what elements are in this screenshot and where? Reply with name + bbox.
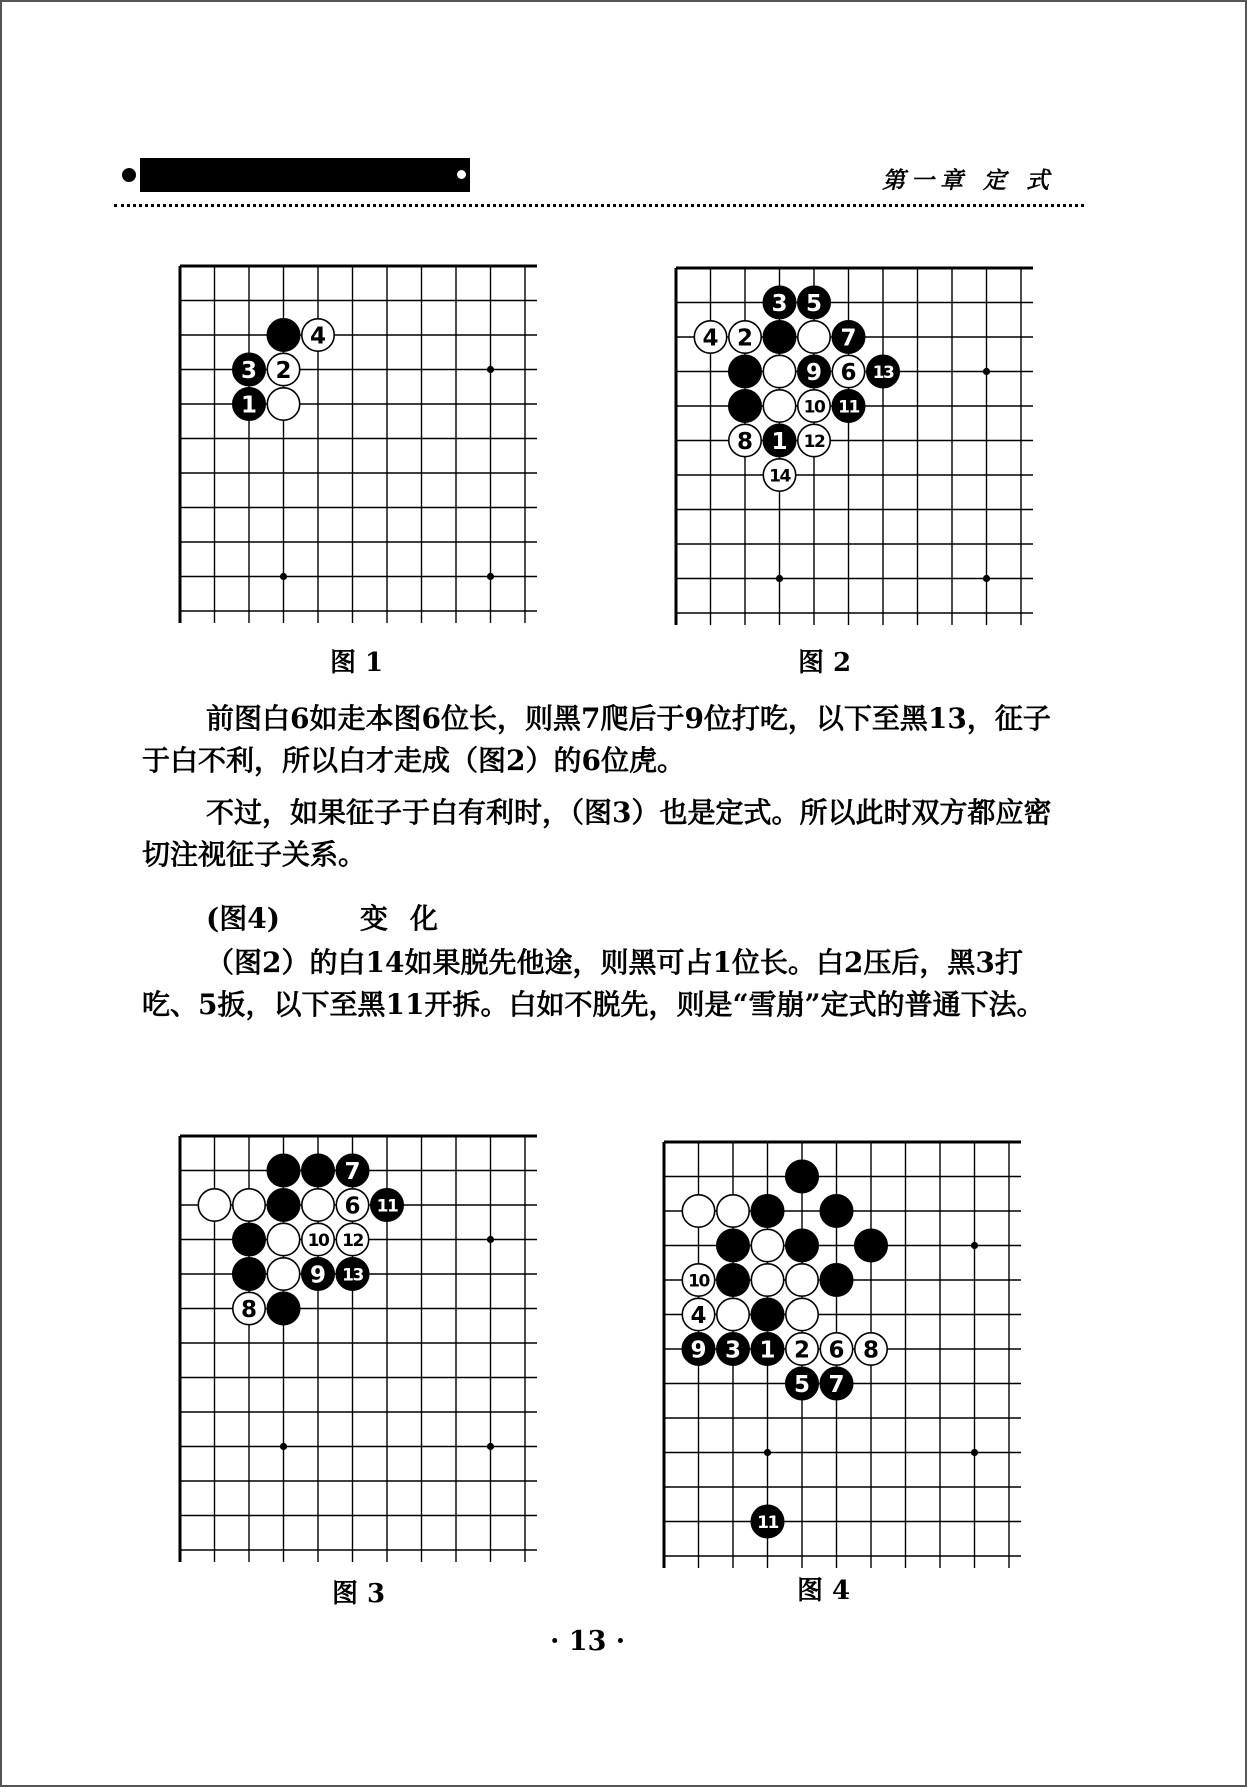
black-stone — [786, 1160, 818, 1192]
black-stone — [798, 355, 830, 387]
white-stone — [820, 1333, 852, 1365]
stone-move-number: 6 — [344, 1193, 361, 1220]
black-stone — [751, 1298, 783, 1330]
white-stone — [267, 1223, 299, 1255]
black-stone — [832, 390, 864, 422]
caption-fig3 — [332, 1573, 385, 1610]
black-stone — [233, 1258, 265, 1290]
white-stone — [682, 1195, 714, 1227]
stone-move-number: 3 — [771, 291, 788, 317]
black-stone — [763, 424, 795, 456]
stone-move-number: 14 — [769, 466, 790, 487]
white-stone — [717, 1298, 749, 1330]
stone-move-number: 8 — [736, 429, 754, 455]
black-stone — [751, 1505, 783, 1537]
black-stone — [786, 1367, 818, 1399]
stone-move-number: 1 — [240, 392, 258, 419]
stone-move-number: 8 — [240, 1297, 258, 1323]
stone-move-number: 9 — [805, 360, 823, 386]
white-stone — [336, 1223, 368, 1255]
black-stone — [751, 1333, 783, 1365]
stone-move-number: 2 — [275, 358, 292, 384]
white-stone — [267, 353, 299, 385]
black-stone — [267, 1189, 299, 1221]
black-stone — [717, 1229, 749, 1261]
stone-move-number: 6 — [840, 360, 857, 386]
white-stone — [302, 1189, 334, 1221]
go-board-svg — [178, 264, 543, 631]
stone-move-number: 10 — [688, 1271, 709, 1292]
white-stone — [267, 1258, 299, 1290]
header-circle-icon — [455, 168, 468, 181]
stone-move-number: 2 — [793, 1337, 811, 1364]
black-stone — [729, 390, 761, 422]
stone-move-number: 7 — [344, 1159, 361, 1185]
white-stone — [751, 1229, 783, 1261]
paragraph-1: 前图白6如走本图6位长，则黑7爬后于9位打吃，以下至黑13，征子于白不利，所以白才走成（图2）的6位虎。 — [142, 702, 1051, 777]
star-point — [487, 1443, 494, 1450]
star-point — [983, 368, 990, 375]
star-point — [280, 1443, 287, 1450]
stone-move-number: 5 — [805, 291, 823, 317]
white-stone — [751, 1264, 783, 1296]
white-stone — [233, 1292, 265, 1324]
black-stone — [855, 1229, 887, 1261]
black-stone — [267, 1292, 299, 1324]
caption-fig4 — [797, 1570, 850, 1607]
black-stone — [717, 1333, 749, 1365]
stone-move-number: 4 — [309, 323, 327, 350]
black-stone — [233, 353, 265, 385]
stone-move-number: 7 — [828, 1372, 845, 1398]
black-stone — [267, 1154, 299, 1186]
black-stone — [763, 286, 795, 318]
white-stone — [336, 1189, 368, 1221]
go-diagram-fig3 — [178, 1134, 543, 1570]
white-stone — [798, 321, 830, 353]
stone-move-number: 10 — [307, 1231, 329, 1251]
go-diagram-fig4 — [662, 1140, 1027, 1576]
caption-text: 图 1 — [330, 648, 384, 678]
stone-move-number: 4 — [702, 325, 719, 352]
black-stone — [717, 1264, 749, 1296]
white-stone — [832, 355, 864, 387]
paragraph-2: 不过，如果征子于白有利时，（图3）也是定式。所以此时双方都应密切注视征子关系。 — [142, 796, 1052, 871]
black-stone — [302, 1154, 334, 1186]
star-point — [971, 1242, 978, 1249]
stone-move-number: 1 — [759, 1337, 776, 1364]
star-point — [487, 1236, 494, 1243]
stone-move-number: 7 — [840, 325, 857, 352]
stone-move-number: 3 — [240, 358, 258, 384]
black-stone — [336, 1154, 368, 1186]
white-stone — [786, 1333, 818, 1365]
black-stone — [798, 286, 830, 318]
stone-move-number: 6 — [828, 1337, 845, 1364]
section-heading — [206, 897, 460, 937]
star-point — [983, 575, 990, 582]
black-stone — [832, 321, 864, 353]
caption-text: 图 2 — [798, 648, 852, 678]
stone-move-number: 4 — [690, 1303, 707, 1329]
white-stone — [694, 321, 726, 353]
white-stone — [786, 1298, 818, 1330]
stone-move-number: 5 — [793, 1372, 811, 1398]
black-stone — [867, 355, 899, 387]
white-stone — [729, 321, 761, 353]
white-stone — [267, 388, 299, 420]
black-stone — [751, 1195, 783, 1227]
black-stone — [729, 355, 761, 387]
white-stone — [855, 1333, 887, 1365]
star-point — [764, 1449, 771, 1456]
black-stone — [233, 388, 265, 420]
stone-move-number: 12 — [803, 432, 825, 452]
stone-move-number: 1 — [771, 429, 788, 455]
white-stone — [763, 355, 795, 387]
black-stone — [371, 1189, 403, 1221]
white-stone — [717, 1195, 749, 1227]
star-point — [487, 366, 494, 373]
stone-move-number: 13 — [872, 363, 894, 383]
black-stone — [302, 1258, 334, 1290]
white-stone — [763, 459, 795, 491]
white-stone — [302, 1223, 334, 1255]
page-number: · 13 · — [550, 1626, 626, 1657]
black-stone — [682, 1333, 714, 1365]
white-stone — [729, 424, 761, 456]
caption-fig1 — [330, 642, 383, 679]
white-stone — [798, 390, 830, 422]
star-point — [280, 573, 287, 580]
stone-move-number: 2 — [736, 325, 754, 352]
white-stone — [302, 319, 334, 351]
black-stone — [786, 1229, 818, 1261]
go-diagram-fig1 — [178, 264, 543, 631]
stone-move-number: 11 — [757, 1513, 778, 1533]
go-diagram-fig2 — [674, 266, 1039, 633]
white-stone — [233, 1189, 265, 1221]
header-bullet-icon — [122, 168, 136, 182]
black-stone — [233, 1223, 265, 1255]
stone-move-number: 13 — [342, 1265, 363, 1286]
header-dotted-rule — [114, 204, 1084, 207]
stone-move-number: 9 — [309, 1262, 327, 1289]
black-stone — [820, 1195, 852, 1227]
caption-fig2 — [798, 642, 851, 679]
black-stone — [820, 1367, 852, 1399]
section-title: 变化 — [359, 902, 460, 935]
white-stone — [763, 390, 795, 422]
stone-move-number: 12 — [342, 1231, 363, 1251]
stone-move-number: 8 — [862, 1337, 880, 1364]
star-point — [776, 575, 783, 582]
black-stone — [820, 1264, 852, 1296]
black-stone — [267, 319, 299, 351]
stone-move-number: 11 — [376, 1196, 398, 1217]
caption-text: 图 3 — [332, 1579, 386, 1609]
white-stone — [798, 424, 830, 456]
section-figure-ref: (图4) — [206, 902, 280, 935]
white-stone — [198, 1189, 230, 1221]
chapter-title: 第一章 定 式 — [882, 167, 1056, 194]
stone-move-number: 11 — [838, 397, 859, 418]
stone-move-number: 10 — [803, 397, 825, 418]
white-stone — [682, 1298, 714, 1330]
header-redaction-bar — [140, 158, 470, 192]
white-stone — [682, 1264, 714, 1296]
go-board-svg — [674, 266, 1039, 633]
black-stone — [763, 321, 795, 353]
black-stone — [336, 1258, 368, 1290]
go-board-svg — [178, 1134, 543, 1570]
go-board-svg — [662, 1140, 1027, 1576]
stone-move-number: 3 — [724, 1337, 742, 1364]
caption-text: 图 4 — [797, 1576, 851, 1606]
paragraph-3: （图2）的白14如果脱先他途，则黑可占1位长。白2压后，黑3打吃、5扳，以下至黑11开拆。白如不脱先，则是“雪崩”定式的普通下法。 — [142, 946, 1045, 1021]
star-point — [971, 1449, 978, 1456]
stone-move-number: 9 — [690, 1337, 707, 1364]
star-point — [487, 573, 494, 580]
white-stone — [786, 1264, 818, 1296]
